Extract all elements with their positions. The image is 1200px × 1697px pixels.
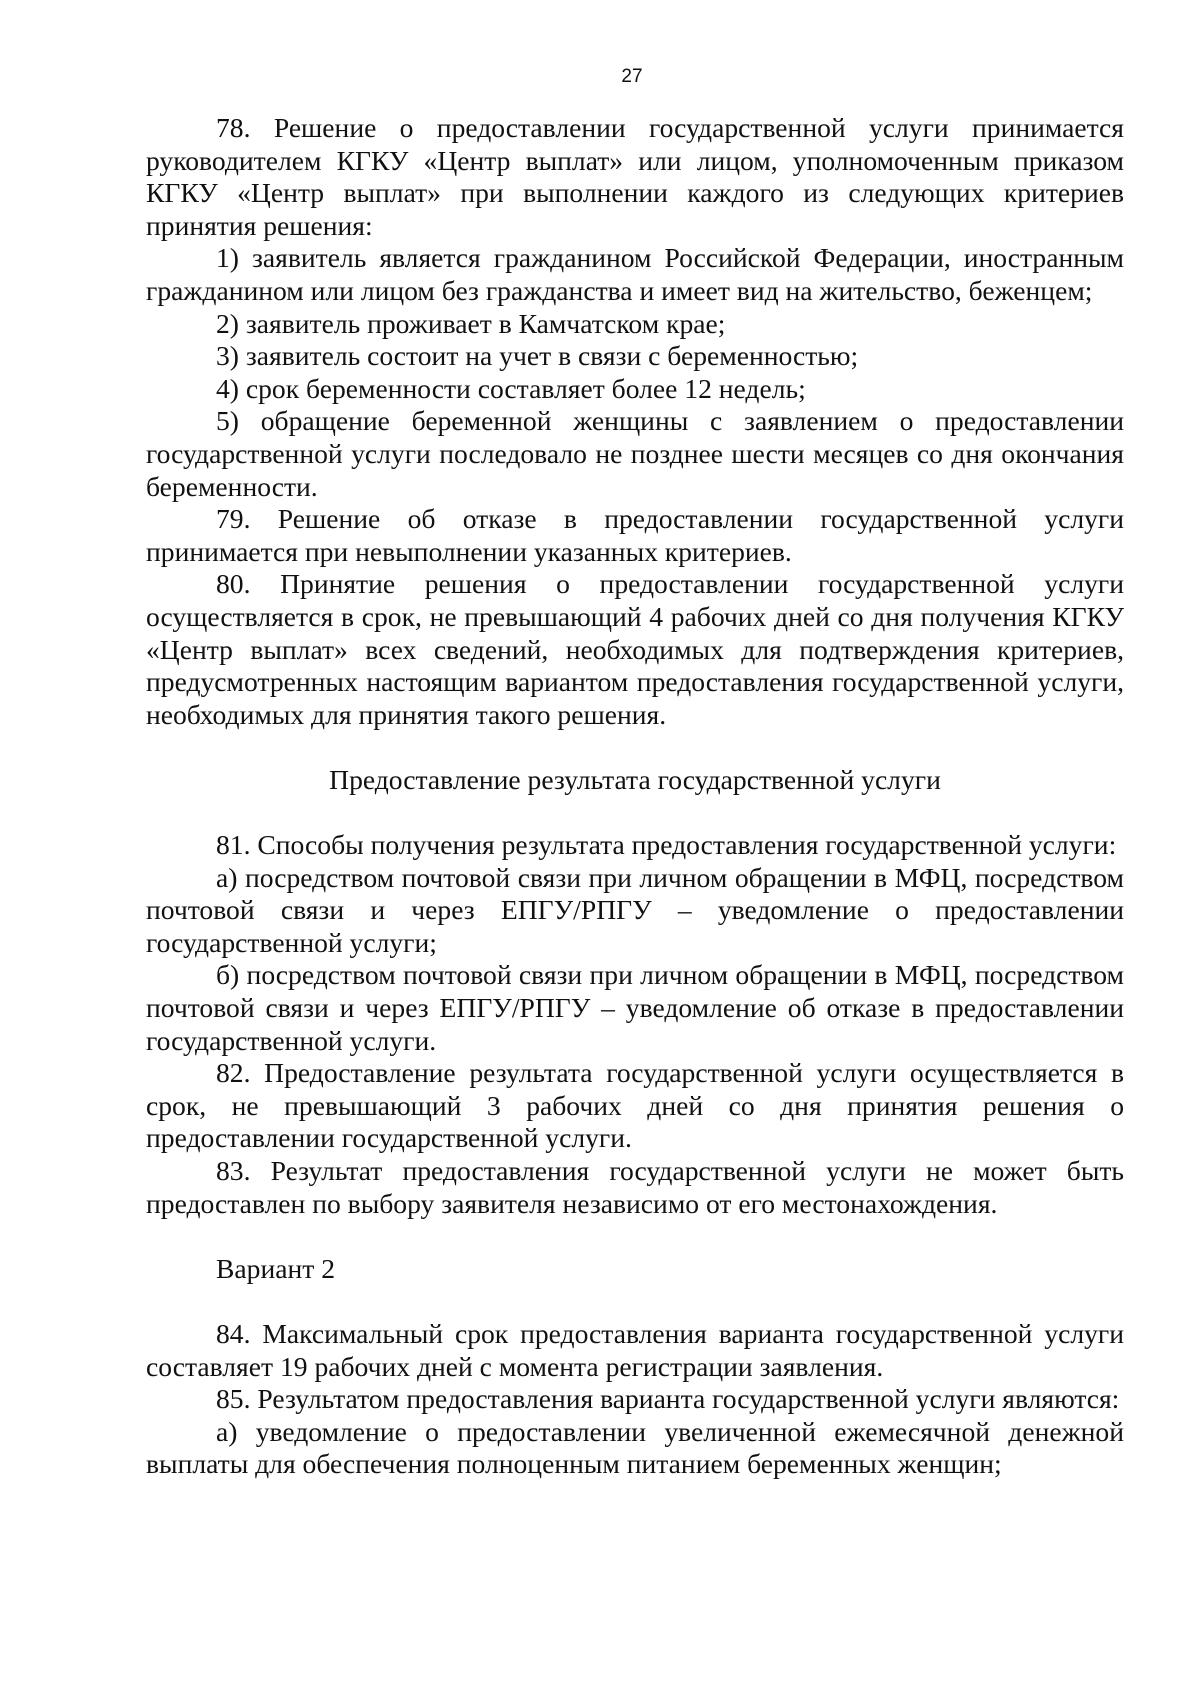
criterion-1: 1) заявитель является гражданином Российской Федерации, иностранным гражданином или лицом без гражданства и имеет вид на жительство, беженцем; — [146, 242, 1124, 306]
spacer — [146, 731, 1124, 764]
criterion-2: 2) заявитель проживает в Камчатском крае; — [216, 307, 726, 339]
paragraph-80: 80. Принятие решения о предоставлении государственной услуги осуществляется в срок, не превышающий 4 рабочих дней со дня получения КГКУ «Центр выплат» всех сведений, необходимых для подтверждения критериев, предусмотренных настоящим вариантом предоставления государственной услуги, необходимых для принятия такого решения. — [146, 568, 1124, 730]
paragraph-81: 81. Способы получения результата предоставления государственной услуги: — [216, 829, 1117, 861]
paragraph-85: 85. Результатом предоставления варианта государственной услуги являются: — [216, 1383, 1120, 1415]
criterion-3: 3) заявитель состоит на учет в связи с беременностью; — [216, 340, 859, 372]
result-item-a: а) уведомление о предоставлении увеличенной ежемесячной денежной выплаты для обеспечения полноценным питанием беременных женщин; — [146, 1415, 1124, 1480]
item-a: а) посредством почтовой связи при личном обращении в МФЦ, посредством почтовой связи и через ЕПГУ/РПГУ – уведомление о предоставлении государственной услуги; — [146, 861, 1124, 958]
paragraph-78: 78. Решение о предоставлении государственной услуги принимается руководителем КГКУ «Центр выплат» или лицом, уполномоченным приказом КГКУ «Центр выплат» при выполнении каждого из следующих критериев принятия решения: — [146, 112, 1124, 241]
section-heading: Предоставление результата государственной услуги — [329, 763, 941, 795]
spacer — [146, 1220, 1124, 1253]
paragraph-79: 79. Решение об отказе в предоставлении государственной услуги принимается при невыполнении указанных критериев. — [146, 503, 1124, 567]
paragraph-84: 84. Максимальный срок предоставления варианта государственной услуги составляет 19 рабочих дней с момента регистрации заявления. — [146, 1317, 1124, 1382]
item-b: б) посредством почтовой связи при личном обращении в МФЦ, посредством почтовой связи и через ЕПГУ/РПГУ – уведомление об отказе в предоставлении государственной услуги. — [146, 959, 1124, 1056]
variant-heading: Вариант 2 — [216, 1252, 335, 1284]
criterion-4: 4) срок беременности составляет более 12 недель; — [216, 372, 806, 404]
spacer — [146, 1285, 1124, 1318]
criterion-5: 5) обращение беременной женщины с заявлением о предоставлении государственной услуги последовало не позднее шести месяцев со дня окончания беременности. — [146, 405, 1124, 502]
paragraph-82: 82. Предоставление результата государственной услуги осуществляется в срок, не превышающий 3 рабочих дней со дня принятия решения о предоставлении государственной услуги. — [146, 1057, 1124, 1154]
page-number: 27 — [621, 66, 643, 87]
spacer — [146, 796, 1124, 829]
document-body — [146, 112, 1124, 1481]
paragraph-83: 83. Результат предоставления государственной услуги не может быть предоставлен по выбору заявителя независимо от его местонахождения. — [146, 1155, 1124, 1219]
